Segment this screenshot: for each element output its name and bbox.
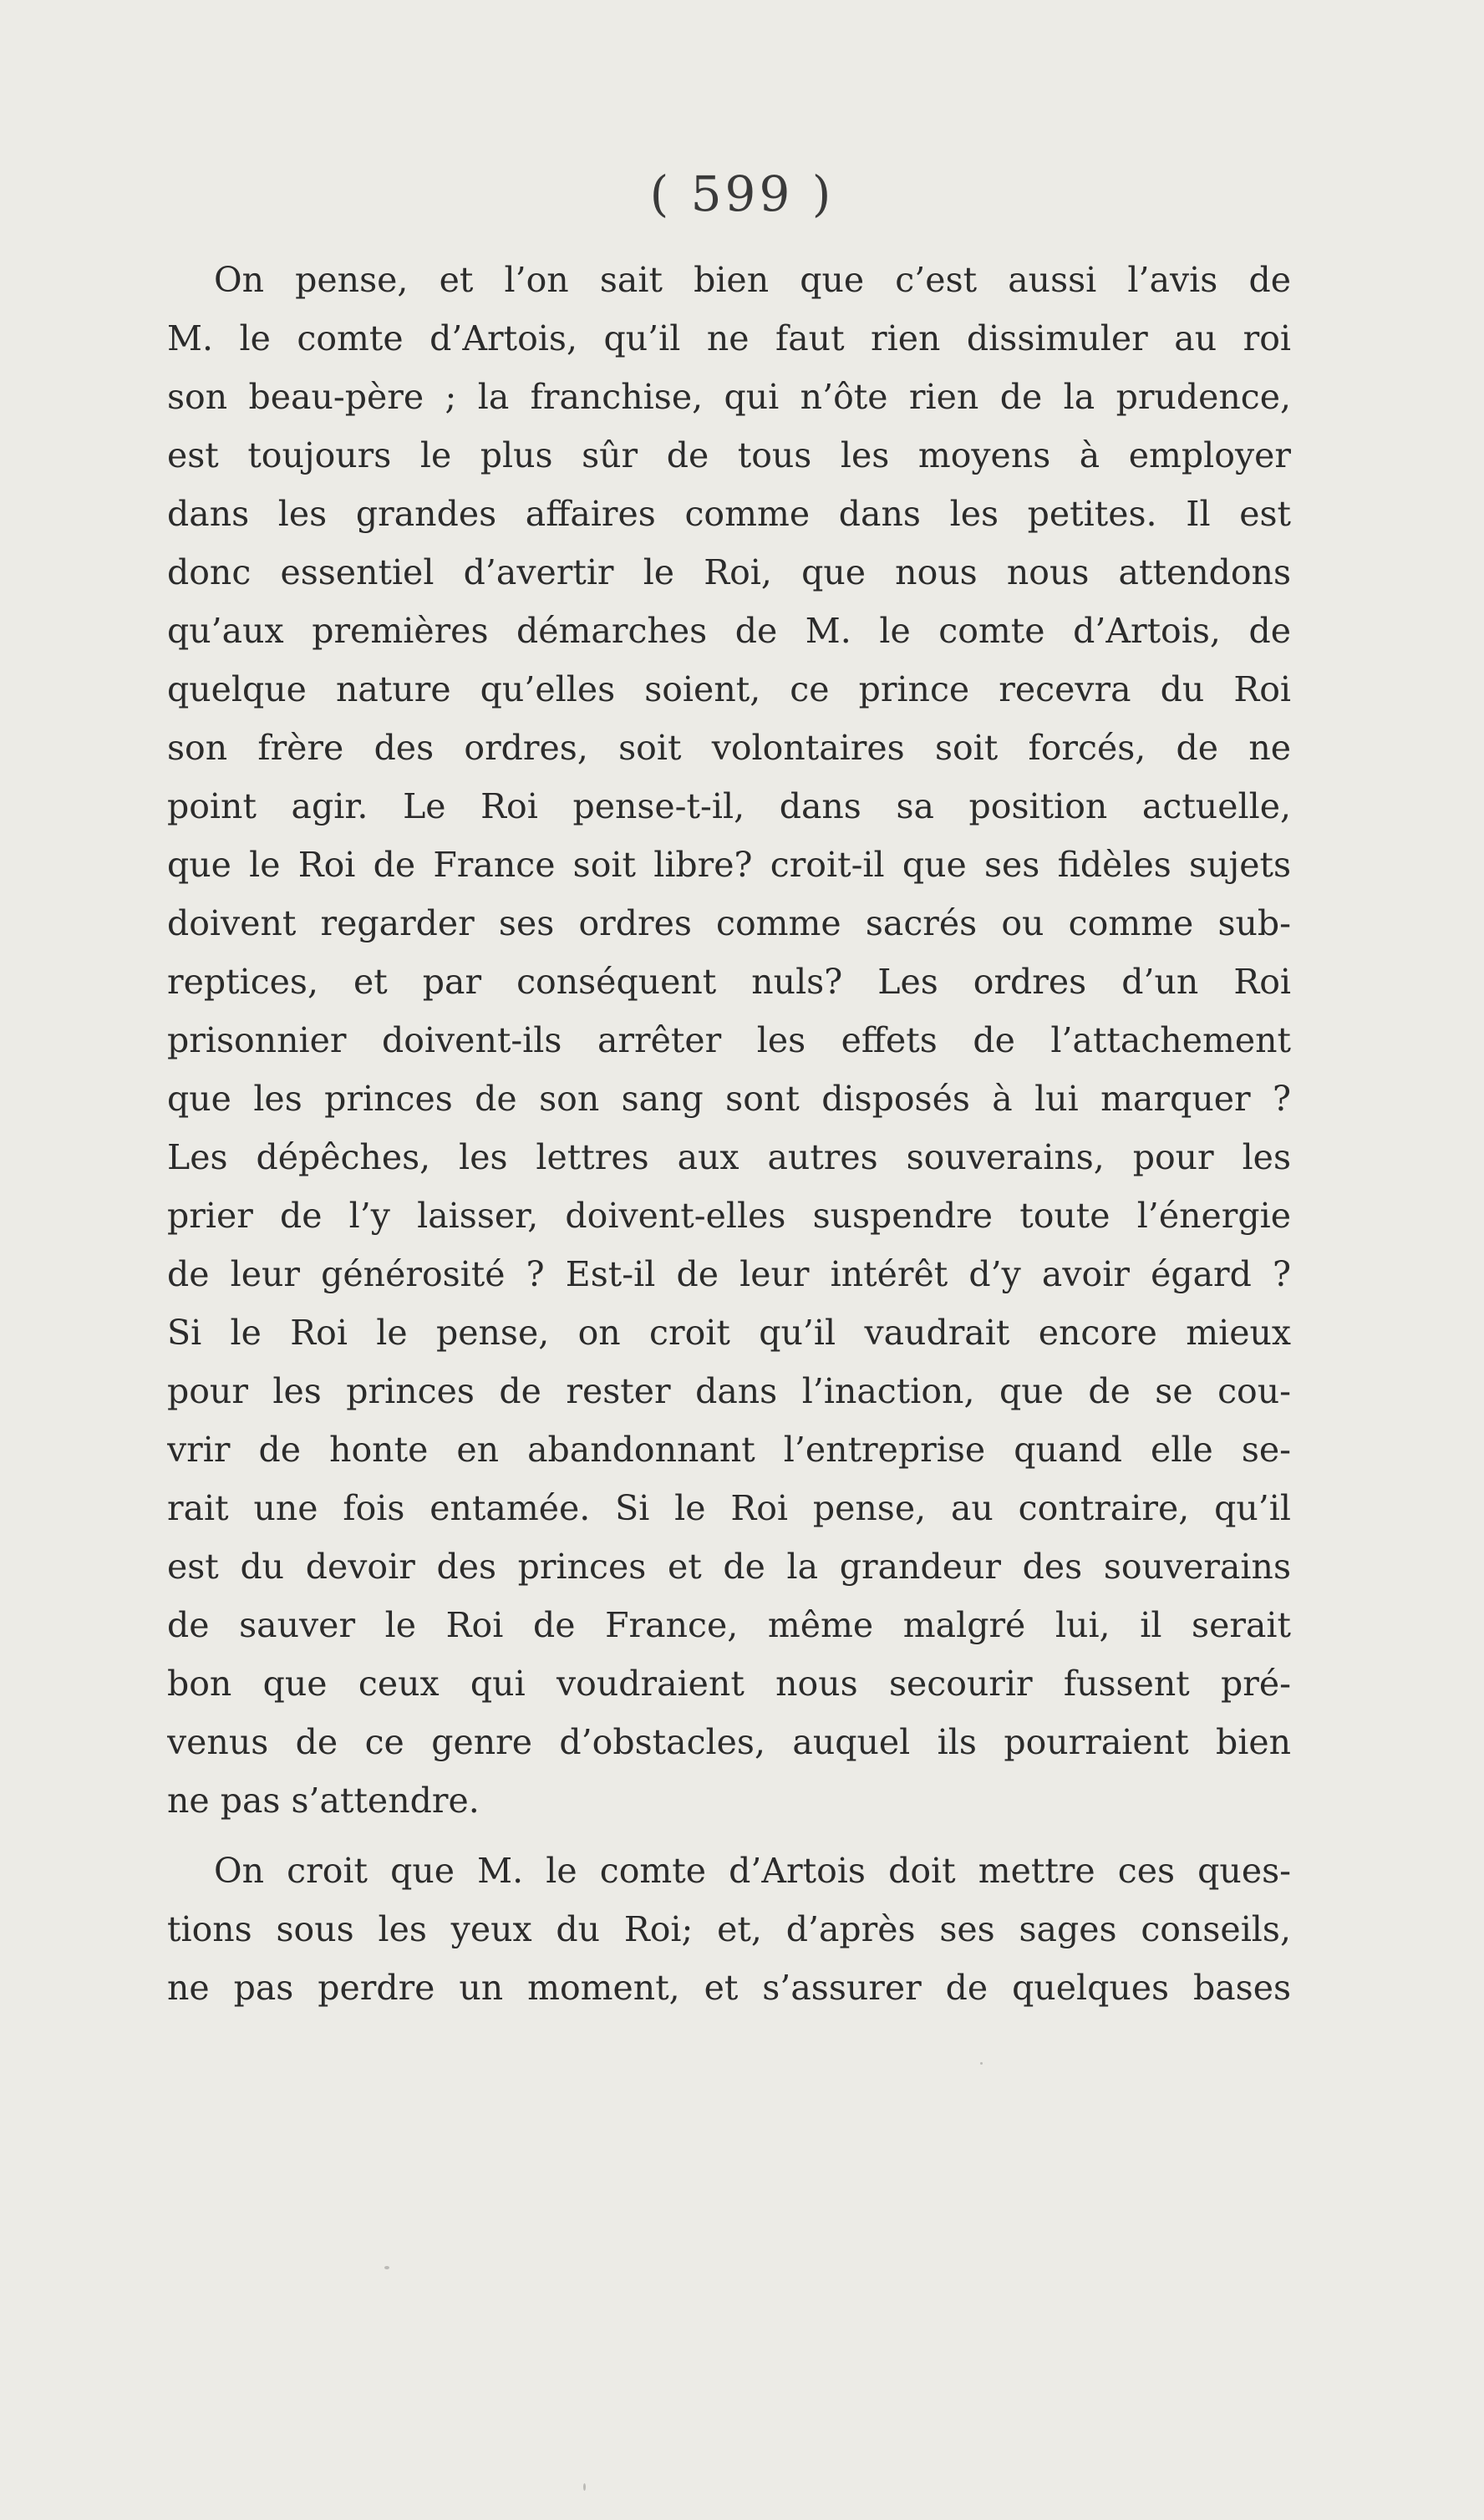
text-line: que les princes de son sang sont disposés à lui marquer ? — [167, 1079, 1291, 1119]
body-text — [167, 251, 1291, 2017]
text-line: tions sous les yeux du Roi; et, d’après ses sages conseils, — [167, 1909, 1291, 1949]
text-line: M. le comte d’Artois, qu’il ne faut rien dissimuler au roi — [167, 318, 1291, 358]
paragraph-gap — [167, 1830, 1291, 1842]
text-line: est toujours le plus sûr de tous les moyens à employer — [167, 435, 1291, 475]
text-line: On croit que M. le comte d’Artois doit mettre ces ques- — [214, 1851, 1291, 1891]
text-line: point agir. Le Roi pense-t-il, dans sa position actuelle, — [167, 786, 1291, 826]
text-line: ne pas s’attendre. — [167, 1781, 480, 1821]
paragraph-2 — [167, 1842, 1291, 2017]
text-line: reptices, et par conséquent nuls? Les ordres d’un Roi — [167, 962, 1291, 1002]
text-line: ne pas perdre un moment, et s’assurer de quelques bases — [167, 1968, 1291, 2008]
text-line: prier de l’y laisser, doivent-elles suspendre toute l’énergie — [167, 1196, 1291, 1236]
text-line: dans les grandes affaires comme dans les petites. Il est — [167, 494, 1291, 534]
paper-speck — [583, 2483, 586, 2491]
text-line: quelque nature qu’elles soient, ce prince recevra du Roi — [167, 669, 1291, 709]
text-line: On pense, et l’on sait bien que c’est aussi l’avis de — [214, 260, 1291, 300]
page-number: ( 599 ) — [649, 165, 835, 222]
text-line: de sauver le Roi de France, même malgré lui, il serait — [167, 1605, 1291, 1645]
paper-speck — [384, 2266, 389, 2269]
text-line: donc essentiel d’avertir le Roi, que nous nous attendons — [167, 552, 1291, 592]
text-line: que le Roi de France soit libre? croit-il que ses fidèles sujets — [167, 845, 1291, 885]
text-line: Si le Roi le pense, on croit qu’il vaudrait encore mieux — [167, 1313, 1291, 1353]
text-line: Les dépêches, les lettres aux autres souverains, pour les — [167, 1137, 1291, 1177]
text-line: est du devoir des princes et de la grandeur des souverains — [167, 1547, 1291, 1587]
text-line: vrir de honte en abandonnant l’entreprise quand elle se- — [167, 1430, 1291, 1470]
paragraph-1 — [167, 251, 1291, 1830]
paper-speck — [980, 2062, 983, 2065]
text-line: bon que ceux qui voudraient nous secourir fussent pré- — [167, 1664, 1291, 1704]
text-line: venus de ce genre d’obstacles, auquel ils pourraient bien — [167, 1722, 1291, 1762]
text-line: son frère des ordres, soit volontaires soit forcés, de ne — [167, 728, 1291, 768]
text-line: qu’aux premières démarches de M. le comte d’Artois, de — [167, 611, 1291, 651]
text-line: rait une fois entamée. Si le Roi pense, au contraire, qu’il — [167, 1488, 1291, 1528]
text-line: doivent regarder ses ordres comme sacrés ou comme sub- — [167, 903, 1291, 943]
text-line: prisonnier doivent-ils arrêter les effets de l’attachement — [167, 1020, 1291, 1060]
text-line: son beau-père ; la franchise, qui n’ôte rien de la prudence, — [167, 377, 1291, 417]
text-line: de leur générosité ? Est-il de leur intérêt d’y avoir égard ? — [167, 1254, 1291, 1294]
text-line: pour les princes de rester dans l’inaction, que de se cou- — [167, 1371, 1291, 1411]
